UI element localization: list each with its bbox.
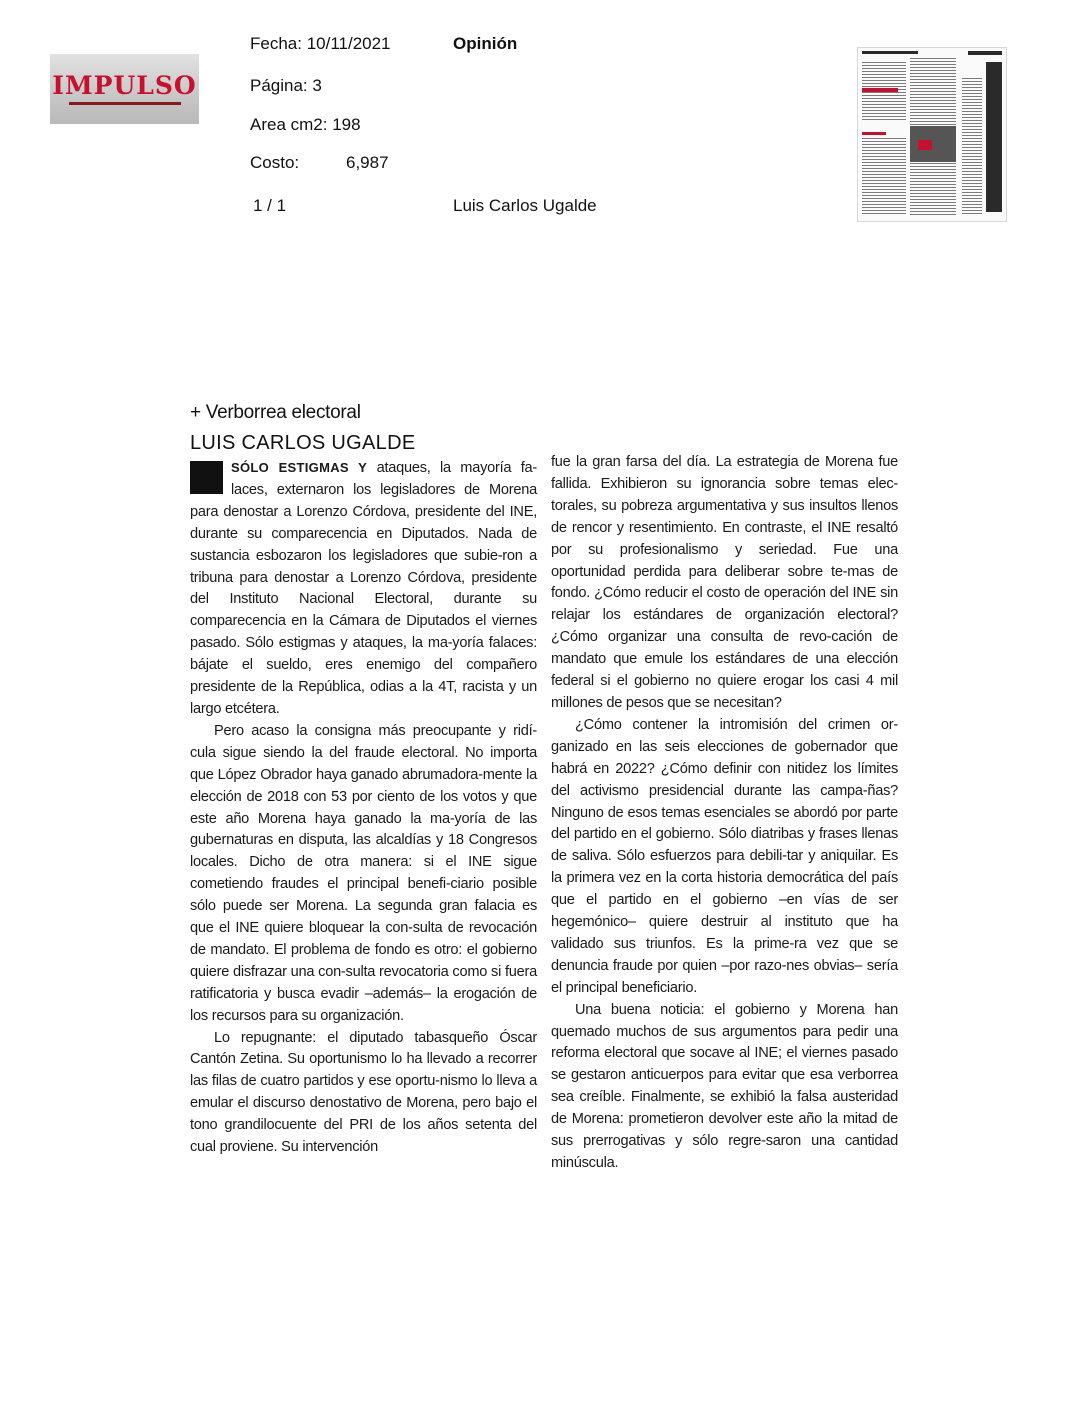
article-byline: LUIS CARLOS UGALDE xyxy=(190,432,416,454)
article-paragraph: Lo repugnante: el diputado tabasqueño Óscar Cantón Zetina. Su oportunismo lo ha llevado a recorrer las filas de cuatro partidos y ese oportu-nismo lo lleva a emular el discurso denostativo de Morena, pero bajo el tono grandilocuente del PRI de los años setenta del cual proviene. Su intervención xyxy=(190,1029,537,1156)
article-paragraph: Una buena noticia: el gobierno y Morena han quemado muchos de sus argumentos para pedir una reforma electoral que socave al INE; el viernes pasado se gestaron anticuerpos para evitar que esa verborrea sea creíble. Finalmente, se exhibió la falsa austeridad de Morena: prometieron devolver este año la mitad de sus prerrogativas y sólo regre-saron una cantidad minúscula. xyxy=(551,1001,898,1171)
article-paragraph: Pero acaso la consigna más preocupante y ridí-cula sigue siendo la del fraude electoral. No importa que López Obrador haya ganado abrumadora-mente la elección de 2018 con 53 por ciento de los votos y que este año Morena haya ganado la ma-yoría de las gubernaturas en disputa, las alcaldías y 18 Congresos locales. Dicho de otra manera: si el INE sigue cometiendo fraudes el principal benefi-ciario posible sólo puede ser Morena. La segunda gran falacia es que el INE quiere bloquear la con-sulta de revocación de mandato. El problema de fondo es otro: el gobierno quiere disfrazar una con-sulta revocatoria como si fuera ratificatoria y busca evadir –además– la erogación de los recursos para su organización. xyxy=(190,722,537,1024)
article-paragraph: fue la gran farsa del día. La estrategia de Morena fue fallida. Exhibieron su ignorancia sobre temas elec-torales, su pobreza argumentativa y sus insultos llenos de rencor y resentimiento. En contraste, el INE resaltó por su profesionalismo y seriedad. Fue una oportunidad perdida para deliberar sobre te-mas de fondo. ¿Cómo reducir el costo de operación del INE sin relajar los estándares de organización electoral? ¿Cómo organizar una consulta de revo-cación de mandato que emule los estándares de una elección federal si el gobierno no quiere erogar los casi 4 mil millones de pesos que se necesitan? xyxy=(551,454,898,711)
area-label: Area cm2: 198 xyxy=(250,115,361,134)
page-thumbnail xyxy=(857,47,1007,222)
impulso-logo xyxy=(50,54,199,124)
article-kicker: + Verborrea electoral xyxy=(190,402,361,423)
costo-label: Costo: xyxy=(250,153,300,172)
page-count: 1 / 1 xyxy=(253,196,287,215)
article-paragraph xyxy=(190,457,537,721)
logo-underline xyxy=(69,102,181,105)
logo-wordmark: IMPULSO xyxy=(52,71,197,100)
fecha-label: Fecha: 10/11/2021 xyxy=(250,34,391,53)
article-column-right xyxy=(551,452,898,1175)
article-column-left xyxy=(190,457,537,1159)
article-lead: SÓLO ESTIGMAS Y xyxy=(231,460,368,475)
seccion-label: Opinión xyxy=(453,34,518,53)
pagina-label: Página: 3 xyxy=(250,76,322,95)
dropcap-block xyxy=(190,461,223,494)
costo-value: 6,987 xyxy=(346,153,389,172)
article-paragraph: ¿Cómo contener la intromisión del crimen or-ganizado en las seis elecciones de gobernador que habrá en 2022? ¿Cómo definir con nitidez los límites del activismo presidencial durante las campa-ñas? Ninguno de esos temas esenciales se abordó por parte del partido en el gobierno. Sólo diatribas y frases llenas de saliva. Sólo esfuerzos para debili-tar y aniquilar. Es la primera vez en la corta historia democrática del país que el partido en el gobierno –en vías de ser hegemónico– quiere destruir al instituto que ha validado sus triunfos. Es la prime-ra vez que se denuncia fraude por quien –por razo-nes obvias– sería el principal beneficiario. xyxy=(551,716,898,996)
paragraph-text: ataques, la mayoría fa-laces, externaron los legisladores de Morena para denostar a Lorenzo Córdova, presidente del INE, durante su comparecencia en Diputados. Nada de sustancia esbozaron los legisladores que subie-ron a tribuna para denostar a Lorenzo Córdova, presidente del Instituto Nacional Electoral, durante su comparecencia en la Cámara de Diputados el viernes pasado. Sólo estigmas y ataques, la ma-yoría falaces: bájate el sueldo, eres enemigo del compañero presidente de la República, odias a la 4T, racista y un largo etcétera. xyxy=(190,460,537,717)
author-label: Luis Carlos Ugalde xyxy=(453,196,597,215)
